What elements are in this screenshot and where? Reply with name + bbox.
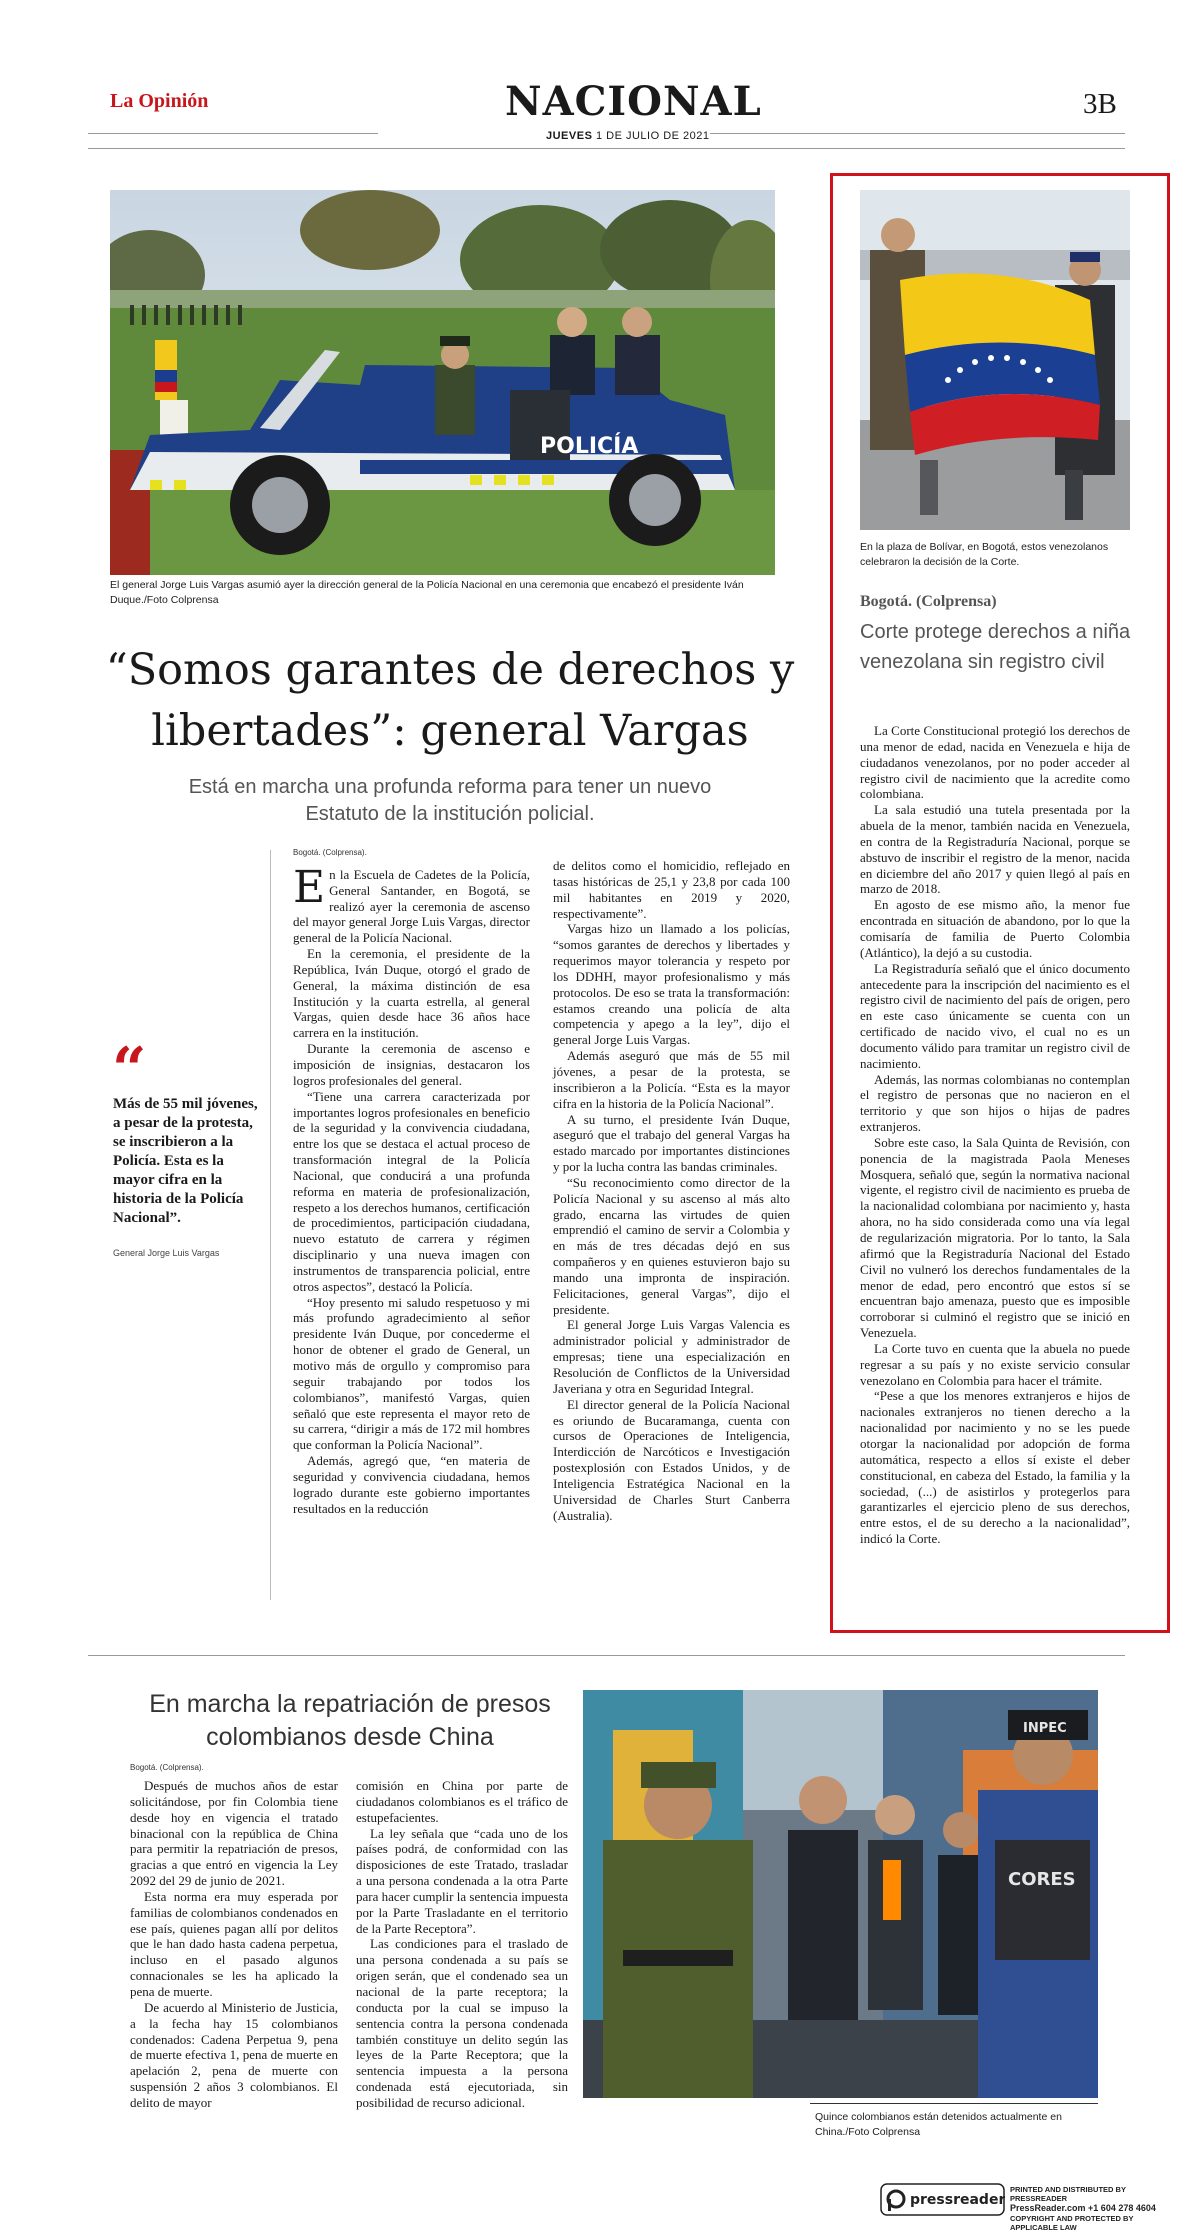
cap-label: INPEC <box>1023 1721 1067 1736</box>
bottom-body-column-2 <box>356 1778 568 2111</box>
pressreader-logo <box>880 2183 1005 2216</box>
vehicle-label: POLICÍA <box>540 434 639 459</box>
main-dateline: Bogotá. (Colprensa). <box>293 848 367 857</box>
body-paragraph: “Su reconocimiento como director de la Policía Nacional y su ascenso al más alto grado, encarna las virtudes de quien emprendió el camino de servir a Colombia y en más de tres décadas dejó en sus compañeros y en quienes estuvieron bajo su mando una impronta de inspiración. Felicitaciones, general Vargas”, dijo el presidente. <box>553 1174 790 1317</box>
body-paragraph: Vargas hizo un llamado a los policías, “somos garantes de derechos y libertades y requerimos mayor tolerancia y respeto por los DDHH, mayor profesionalismo y más protocolos. De eso se trata la transformación: estamos creando una policía de alta competencia y apego a la ley”, dijo el general Jorge Luis Vargas. <box>553 921 790 1048</box>
body-paragraph: La sala estudió una tutela presentada por la abuela de la menor, también nacida en Venezuela, en contra de la Registraduría Nacional, porque se abstuvo de inscribir el registro de la menor, nacida en diciembre del año 2017 y quien llegó al país en marzo de 2018. <box>860 802 1130 897</box>
main-body-column-1 <box>293 845 530 1516</box>
bottom-headline: En marcha la repatriación de presos colombianos desde China <box>149 1690 551 1751</box>
police-vehicle-photo <box>110 190 775 575</box>
side-headline: Corte protege derechos a niña venezolana sin registro civil <box>860 621 1131 673</box>
body-paragraph: A su turno, el presidente Iván Duque, aseguró que el trabajo del general Vargas ha estado marcado por importantes distinciones y por la lucha contra las bandas criminales. <box>553 1111 790 1175</box>
body-paragraph-text: n la Escuela de Cadetes de la Policía, General Santander, en Bogotá, se realizó ayer la ceremonia de ascenso del mayor general Jorge Luis Vargas, director general de la Policía Nacional. <box>293 866 530 946</box>
main-subhead: Está en marcha una profunda reforma para tener un nuevo Estatuto de la institución policial. <box>188 776 712 825</box>
issue-date-weekday: JUEVES <box>546 130 593 142</box>
body-paragraph: Esta norma era muy esperada por familias de colombianos condenados en ese país, quienes pagan allí por delitos que le han dado hasta cadena perpetua, incluso en el pasado algunos connacionales se les ha aplicado la pena de muerte. <box>130 1888 338 1999</box>
newspaper-brand: La Opinión <box>110 90 209 112</box>
issue-date <box>546 130 710 142</box>
body-paragraph: En agosto de ese mismo año, la menor fue encontrada en situación de abandono, por lo que la comisaría de familia de Puerto Colombia (Atlántico), la dejó a su custodia. <box>860 897 1130 960</box>
bottom-dateline: Bogotá. (Colprensa). <box>130 1763 204 1772</box>
section-title: NACIONAL <box>505 78 762 125</box>
body-paragraph: “Hoy presento mi saludo respetuoso y mi más profundo agradecimiento al señor presidente Iván Duque, por concederme el honor de obtener el grado de General, un motivo más de orgullo y compromiso para seguir trabajando por todos los colombianos”, manifestó Vargas, quien señaló que este representa el mayor reto de su carrera, “dirigir a más de 172 mil hombres que conforman la Policía Nacional”. <box>293 1294 530 1453</box>
body-paragraph: Además, agregó que, “en materia de seguridad y convivencia ciudadana, hemos logrado durante este gobierno importantes resultados en la reducción <box>293 1453 530 1516</box>
police-vehicle-illustration <box>110 190 775 575</box>
header-rule-left <box>88 133 378 134</box>
body-paragraph: Además, las normas colombianas no contemplan el registro de personas que no nacieron en el territorio y que son hijos o hijas de padres extranjeros. <box>860 1071 1130 1135</box>
header-rule-bottom <box>88 148 1125 149</box>
main-body-column-2 <box>553 858 790 1523</box>
vest-label: CORES <box>1008 1869 1076 1890</box>
page-number: 3B <box>1083 88 1117 120</box>
prisoners-repatriation-photo <box>583 1690 1098 2098</box>
body-paragraph: “Tiene una carrera caracterizada por importantes logros profesionales en beneficio de la seguridad y la convivencia ciudadana, entre los que se destaca el actual proceso de transformación integral de la Policía Nacional, que conducirá a una profunda reforma en materia de profesionalización, respeto a los derechos humanos, certificación de procedimientos, participación ciudadana, nuevo estatuto de carrera y régimen disciplinario y una nueva imagen con instrumentos de transparencia policial, entre otros aspectos”, destacó la Policía. <box>293 1088 530 1294</box>
header-rule-right <box>710 133 1125 134</box>
issue-date-rest: 1 DE JULIO DE 2021 <box>592 130 710 142</box>
side-photo-caption: En la plaza de Bolívar, en Bogotá, estos venezolanos celebraron la decisión de la Corte. <box>860 541 1109 568</box>
body-paragraph: La ley señala que “cada uno de los países podrá, de conformidad con las disposiciones de este Tratado, trasladar a una persona condenada a la otra Parte para hacer cumplir la sentencia impuesta por la Parte Trasladante en el territorio de la Parte Receptora”. <box>356 1825 568 1936</box>
pull-quote-mark: “ <box>112 1035 147 1105</box>
body-paragraph: En la ceremonia, el presidente de la República, Iván Duque, otorgó el grado de General, la máxima distinción de esa Institución y la cuarta estrella, al general Vargas, quien desde hace 36 años hace carrera en la institución. <box>293 946 530 1041</box>
body-paragraph: La Corte Constitucional protegió los derechos de una menor de edad, nacida en Venezuela e hija de ciudadanos venezolanos, por no poder acceder al registro civil de nacimiento que la acredite como colombiana. <box>860 723 1130 802</box>
pressreader-wordmark: pressreader <box>910 2192 1005 2208</box>
pull-quote-credit: General Jorge Luis Vargas <box>113 1248 220 1258</box>
body-paragraph: La Registraduría señaló que el único documento antecedente para la inscripción del nacimiento es el registro civil de nacimiento del país de origen, pero en este caso únicamente se cuenta con un certificado de nacido vivo, el cual no es un documento válido para tramitar un registro civil de nacimiento. <box>860 960 1130 1071</box>
body-paragraph: Durante la ceremonia de ascenso e imposición de insignias, destacaron los logros profesionales del general. <box>293 1041 530 1088</box>
main-photo-caption: El general Jorge Luis Vargas asumió ayer la dirección general de la Policía Nacional en una ceremonia que encabezó el presidente Iván Duque./Foto Colprensa <box>110 579 744 606</box>
side-dateline: Bogotá. (Colprensa) <box>860 593 997 610</box>
pressreader-info <box>1010 2185 1170 2232</box>
body-paragraph: Además aseguró que más de 55 mil jóvenes, a pesar de la protesta, se inscribieron a la Policía. “Esta es la mayor cifra en la historia de la Policía Nacional”. <box>553 1048 790 1111</box>
body-paragraph: de delitos como el homicidio, reflejado en tasas históricas de 25,1 y 23,8 por cada 100 mil habitantes en 2019 y 2020, respectivamente”. <box>553 858 790 921</box>
article-separator <box>88 1655 1125 1656</box>
main-headline: “Somos garantes de derechos y libertades”: general Vargas <box>105 645 795 756</box>
airport-illustration <box>583 1690 1098 2098</box>
body-paragraph: El director general de la Policía Nacional es oriundo de Bucaramanga, cuenta con cursos de Operaciones de Inteligencia, Interdicción de Narcóticos e Investigación postexplosión con Estados Unidos, y de Inteligencia Estratégica Nacional en la Universidad de Charles Sturt Canberra (Australia). <box>553 1396 790 1523</box>
body-paragraph: “Pese a que los menores extranjeros e hijos de nacionales extranjeros no tienen derecho a la nacionalidad por nacimiento y no se les puede otorgar la nacionalidad por adopción de forma automática, respecto a ellos sí existe el deber constitucional, en cabeza del Estado, la familia y la sociedad, (...) de asistirlos y protegerlos para garantizarles el ejercicio pleno de sus derechos, entre estos, el de su derecho a la nacionalidad”, indicó la Corte. <box>860 1388 1130 1547</box>
body-paragraph: La Corte tuvo en cuenta que la abuela no puede regresar a su país y no existe servicio consular venezolano en Colombia para hacer el trámite. <box>860 1340 1130 1388</box>
body-paragraph: Sobre este caso, la Sala Quinta de Revisión, con ponencia de la magistrada Paola Meneses Mosquera, señaló que, según la normativa nacional vigente, el registro civil de nacimiento es prueba de la nacionalidad colombiana por nacimiento y, hasta ahora, no ha sido considerada como una vía legal de regularización migratoria. Por lo tanto, la Sala afirmó que la Registraduría Nacional del Estado Civil no vulneró los derechos fundamentales de la menor de edad, pero encontró que estos sí se encuentran bajo amenaza, puesto que es imposible corroborar si culminó el registro que se inició en Venezuela. <box>860 1134 1130 1341</box>
bottom-photo-caption: Quince colombianos están detenidos actualmente en China./Foto Colprensa <box>815 2111 1062 2138</box>
pressreader-line-1: PRINTED AND DISTRIBUTED BY PRESSREADER <box>1010 2185 1126 2203</box>
flag-illustration <box>860 190 1130 530</box>
pressreader-line-3: COPYRIGHT AND PROTECTED BY APPLICABLE LAW <box>1010 2214 1134 2232</box>
venezuelan-flag-photo <box>860 190 1130 530</box>
body-paragraph: comisión en China por parte de ciudadanos colombianos es el tráfico de estupefacientes. <box>356 1778 568 1825</box>
column-divider <box>270 850 271 1600</box>
body-paragraph: De acuerdo al Ministerio de Justicia, a la fecha hay 15 colombianos condenados: Cadena Perpetua 9, pena de muerte efectiva 1, pena de muerte en apelación 2, pena de muerte con suspensión 2 años 3 colombianos. El delito de mayor <box>130 1999 338 2110</box>
bottom-body-column-1 <box>130 1778 338 2111</box>
body-paragraph: Después de muchos años de estar solicitándose, por fin Colombia tiene desde hoy en vigencia el tratado binacional con la república de China para permitir la repatriación de presos, gracias a que entró en vigencia la Ley 2092 del 29 de junio de 2021. <box>130 1778 338 1889</box>
pressreader-line-2: PressReader.com +1 604 278 4604 <box>1010 2203 1156 2213</box>
body-paragraph: El general Jorge Luis Vargas Valencia es administrador policial y administrador de empresas; tiene una especialización en Resolución de Conflictos de la Universidad Javeriana y otra en Seguridad Integral. <box>553 1317 790 1396</box>
body-paragraph: Las condiciones para el traslado de una persona condenada a su país se origen serán, que el condenado sea un nacional de la parte receptora; la conducta por la cual se impuso la sentencia contra la persona condenada también constituye un delito según las leyes de la Parte Receptora; que la sentencia impuesta a la persona condenada está ejecutoriada, sin posibilidad de recurso adicional. <box>356 1936 568 2110</box>
body-paragraph <box>293 861 530 946</box>
photo-caption-rule <box>810 2103 1098 2104</box>
pull-quote: Más de 55 mil jóvenes, a pesar de la protesta, se inscribieron a la Policía. Esta es la mayor cifra en la historia de la Policía Nacional”. <box>113 1096 258 1226</box>
side-body <box>860 723 1130 1547</box>
pressreader-logo-mark <box>880 2183 1005 2216</box>
drop-cap: E <box>293 861 326 913</box>
